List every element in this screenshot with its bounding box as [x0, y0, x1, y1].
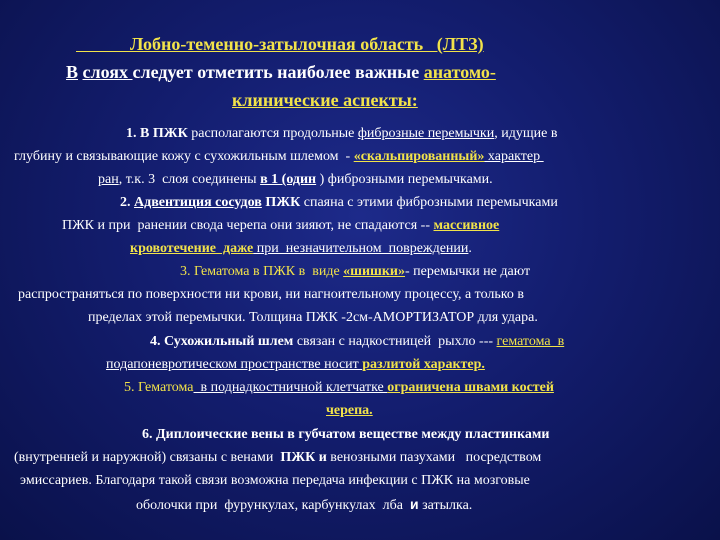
text: оболочки при фурункулах, карбункулах лба: [136, 498, 410, 513]
body-line-16: эмиссариев. Благодаря такой связи возможна передача инфекции с ПЖК на мозговые: [20, 473, 530, 488]
point-4-number: 4.: [150, 334, 164, 349]
text: характер: [484, 149, 544, 164]
galea: Сухожильный шлем: [164, 334, 294, 349]
text: , т.к. 3 слоя соединены: [118, 172, 261, 187]
point-1-number: 1. В ПЖК: [126, 126, 192, 141]
body-line-5: [62, 218, 499, 234]
hematoma: гематома в: [496, 334, 565, 349]
body-line-7: [180, 264, 530, 280]
title-text: Лобно-теменно-затылочная область (ЛТЗ): [130, 34, 484, 54]
text: - перемычки не дают: [405, 264, 531, 279]
text: спаяна с этими фиброзными перемычками: [303, 195, 558, 210]
scalped-term: «скальпированный»: [353, 149, 485, 164]
text: связан с надкостницей рыхло ---: [293, 334, 497, 349]
body-line-6: [130, 241, 472, 257]
text: затылка.: [418, 498, 473, 513]
text: (внутренней и наружной) связаны с венами: [14, 450, 281, 465]
point-5: 5. Гематома: [124, 380, 194, 395]
body-line-12: [124, 380, 554, 396]
text: , идущие в: [494, 126, 558, 141]
fibrous-bands: фиброзные перемычки: [357, 126, 495, 141]
diffuse: разлитой характер.: [362, 357, 485, 372]
text: ПЖК и при ранении свода черепа они зияют, не спадаются --: [62, 218, 434, 233]
adventitia: Адвентиция сосудов: [134, 195, 262, 210]
body-line-4: [120, 195, 558, 211]
title-phrase: следует отметить наиболее важные: [132, 62, 424, 82]
wounds: ран: [98, 172, 119, 187]
title-underline-pad: [76, 34, 130, 54]
title-anatomo: анатомо-: [423, 62, 496, 82]
body-line-8: распространяться по поверхности ни крови, ни нагноительному процессу, а только в: [18, 287, 524, 302]
point-2-number: 2.: [120, 195, 134, 210]
pzhk-and: ПЖК и: [280, 450, 327, 465]
text: ПЖК: [261, 195, 304, 210]
body-line-11: [106, 357, 485, 373]
title-line-1: [76, 34, 484, 55]
point-3: 3. Гематома в ПЖК в виде: [180, 264, 344, 279]
text: .: [468, 241, 472, 256]
body-line-15: [14, 450, 541, 466]
body-line-2: [14, 149, 544, 165]
body-line-14: 6. Диплоические вены в губчатом веществе между пластинками: [142, 427, 550, 442]
body-line-10: [150, 334, 564, 350]
limited: ограничена швами костей: [387, 380, 554, 395]
title-word-sloyah: слоях: [82, 62, 133, 82]
body-line-1: [126, 126, 557, 142]
minor-damage: при незначительном повреждении: [253, 241, 469, 256]
subperiosteal: в поднадкостничной клетчатке: [193, 380, 388, 395]
title-line-2: [66, 62, 496, 83]
title-line-3: клинические аспекты:: [232, 90, 418, 110]
text: глубину и связывающие кожу с сухожильным шлемом -: [14, 149, 354, 164]
title-word-v: В: [66, 62, 79, 82]
one-layer: в 1 (один: [260, 172, 317, 187]
subaponeurotic: подапоневротическом пространстве носит: [106, 357, 363, 372]
bleeding: кровотечение даже: [130, 241, 254, 256]
body-line-3: [98, 172, 493, 188]
text: венозными пазухами посредством: [326, 450, 542, 465]
massive: массивное: [433, 218, 500, 233]
bump: «шишки»: [343, 264, 405, 279]
and: и: [410, 496, 419, 512]
body-line-13: черепа.: [326, 403, 373, 418]
text: располагаются продольные: [191, 126, 358, 141]
body-line-17: [136, 496, 472, 514]
body-line-9: пределах этой перемычки. Толщина ПЖК -2см-АМОРТИЗАТОР для удара.: [88, 310, 538, 325]
text: ) фиброзными перемычками.: [316, 172, 493, 187]
